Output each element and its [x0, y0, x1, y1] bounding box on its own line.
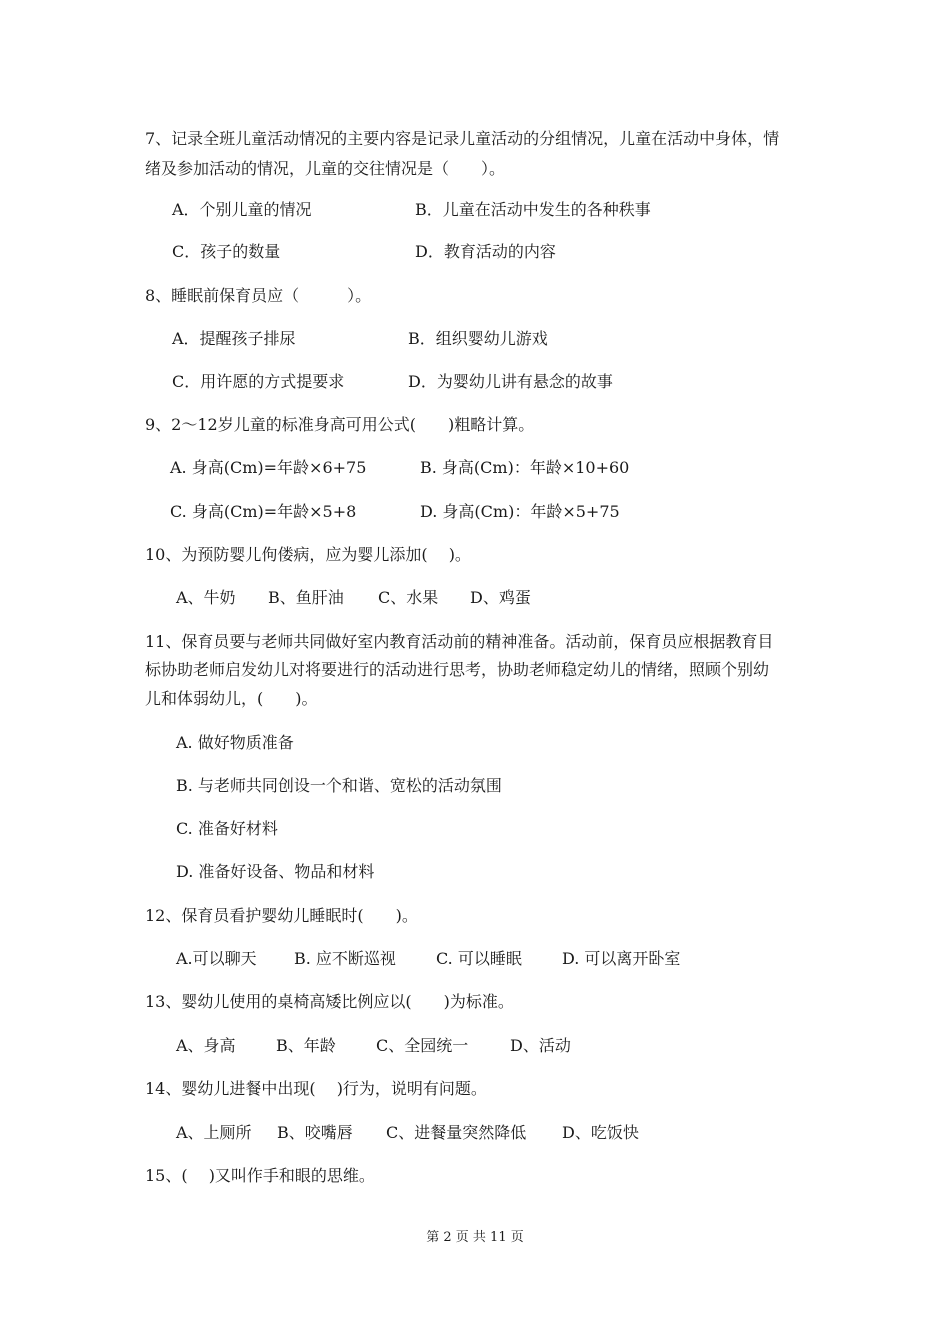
question-11-option-b: B. 与老师共同创设一个和谐、宽松的活动氛围	[176, 776, 502, 795]
question-10-option-c: C、水果	[378, 588, 439, 607]
question-9-option-a: A. 身高(Cm)=年龄×6+75	[170, 458, 367, 477]
question-14-option-a: A、上厕所	[176, 1123, 252, 1142]
question-7-line-1: 7、记录全班儿童活动情况的主要内容是记录儿童活动的分组情况，儿童在活动中身体，情	[145, 129, 780, 148]
question-8-option-a: A．提醒孩子排尿	[172, 329, 296, 348]
question-10-option-a: A、牛奶	[176, 588, 236, 607]
question-14-option-b: B、咬嘴唇	[277, 1123, 353, 1142]
question-13-option-a: A、身高	[176, 1036, 236, 1055]
question-13-option-b: B、年龄	[276, 1036, 336, 1055]
question-10-option-d: D、鸡蛋	[470, 588, 531, 607]
question-7-option-d: D．教育活动的内容	[415, 242, 556, 261]
question-8-line-1: 8、睡眠前保育员应（ ）。	[145, 286, 372, 305]
question-9-option-d: D. 身高(Cm)：年龄×5+75	[420, 502, 620, 521]
question-7-option-a: A．个别儿童的情况	[172, 200, 312, 219]
question-11-option-a: A. 做好物质准备	[176, 733, 294, 752]
question-9-line-1: 9、2～12岁儿童的标准身高可用公式( )粗略计算。	[145, 415, 535, 434]
question-10-line-1: 10、为预防婴儿佝偻病，应为婴儿添加( )。	[145, 545, 471, 564]
question-14-option-d: D、吃饭快	[562, 1123, 639, 1142]
question-12-option-c: C. 可以睡眠	[436, 949, 522, 968]
question-7-option-b: B．儿童在活动中发生的各种秩事	[415, 200, 651, 219]
question-13-option-c: C、全园统一	[376, 1036, 469, 1055]
question-11-line-1: 11、保育员要与老师共同做好室内教育活动前的精神准备。活动前，保育员应根据教育目	[145, 632, 774, 651]
question-10-option-b: B、鱼肝油	[268, 588, 344, 607]
question-8-option-c: C．用许愿的方式提要求	[172, 372, 345, 391]
question-11-line-2: 标协助老师启发幼儿对将要进行的活动进行思考，协助老师稳定幼儿的情绪，照顾个别幼	[145, 660, 770, 679]
question-14-line-1: 14、婴幼儿进餐中出现( )行为，说明有问题。	[145, 1079, 487, 1098]
page-footer: 第 2 页 共 11 页	[426, 1230, 524, 1245]
question-9-option-b: B. 身高(Cm)：年龄×10+60	[420, 458, 630, 477]
question-8-option-b: B．组织婴幼儿游戏	[408, 329, 548, 348]
question-13-line-1: 13、婴幼儿使用的桌椅高矮比例应以( )为标准。	[145, 992, 514, 1011]
question-12-option-b: B. 应不断巡视	[294, 949, 396, 968]
question-12-option-a: A.可以聊天	[176, 949, 257, 968]
question-12-line-1: 12、保育员看护婴幼儿睡眠时( )。	[145, 906, 418, 925]
question-15-line-1: 15、( )又叫作手和眼的思维。	[145, 1166, 375, 1185]
question-14-option-c: C、进餐量突然降低	[386, 1123, 527, 1142]
question-11-option-d: D. 准备好设备、物品和材料	[176, 862, 375, 881]
question-11-line-3: 儿和体弱幼儿，( )。	[145, 689, 318, 708]
question-11-option-c: C. 准备好材料	[176, 819, 278, 838]
question-12-option-d: D. 可以离开卧室	[562, 949, 681, 968]
question-7-option-c: C．孩子的数量	[172, 242, 281, 261]
question-13-option-d: D、活动	[510, 1036, 571, 1055]
question-9-option-c: C. 身高(Cm)=年龄×5+8	[170, 502, 357, 521]
question-8-option-d: D．为婴幼儿讲有悬念的故事	[408, 372, 613, 391]
question-7-line-2: 绪及参加活动的情况，儿童的交往情况是（ ）。	[145, 159, 506, 178]
